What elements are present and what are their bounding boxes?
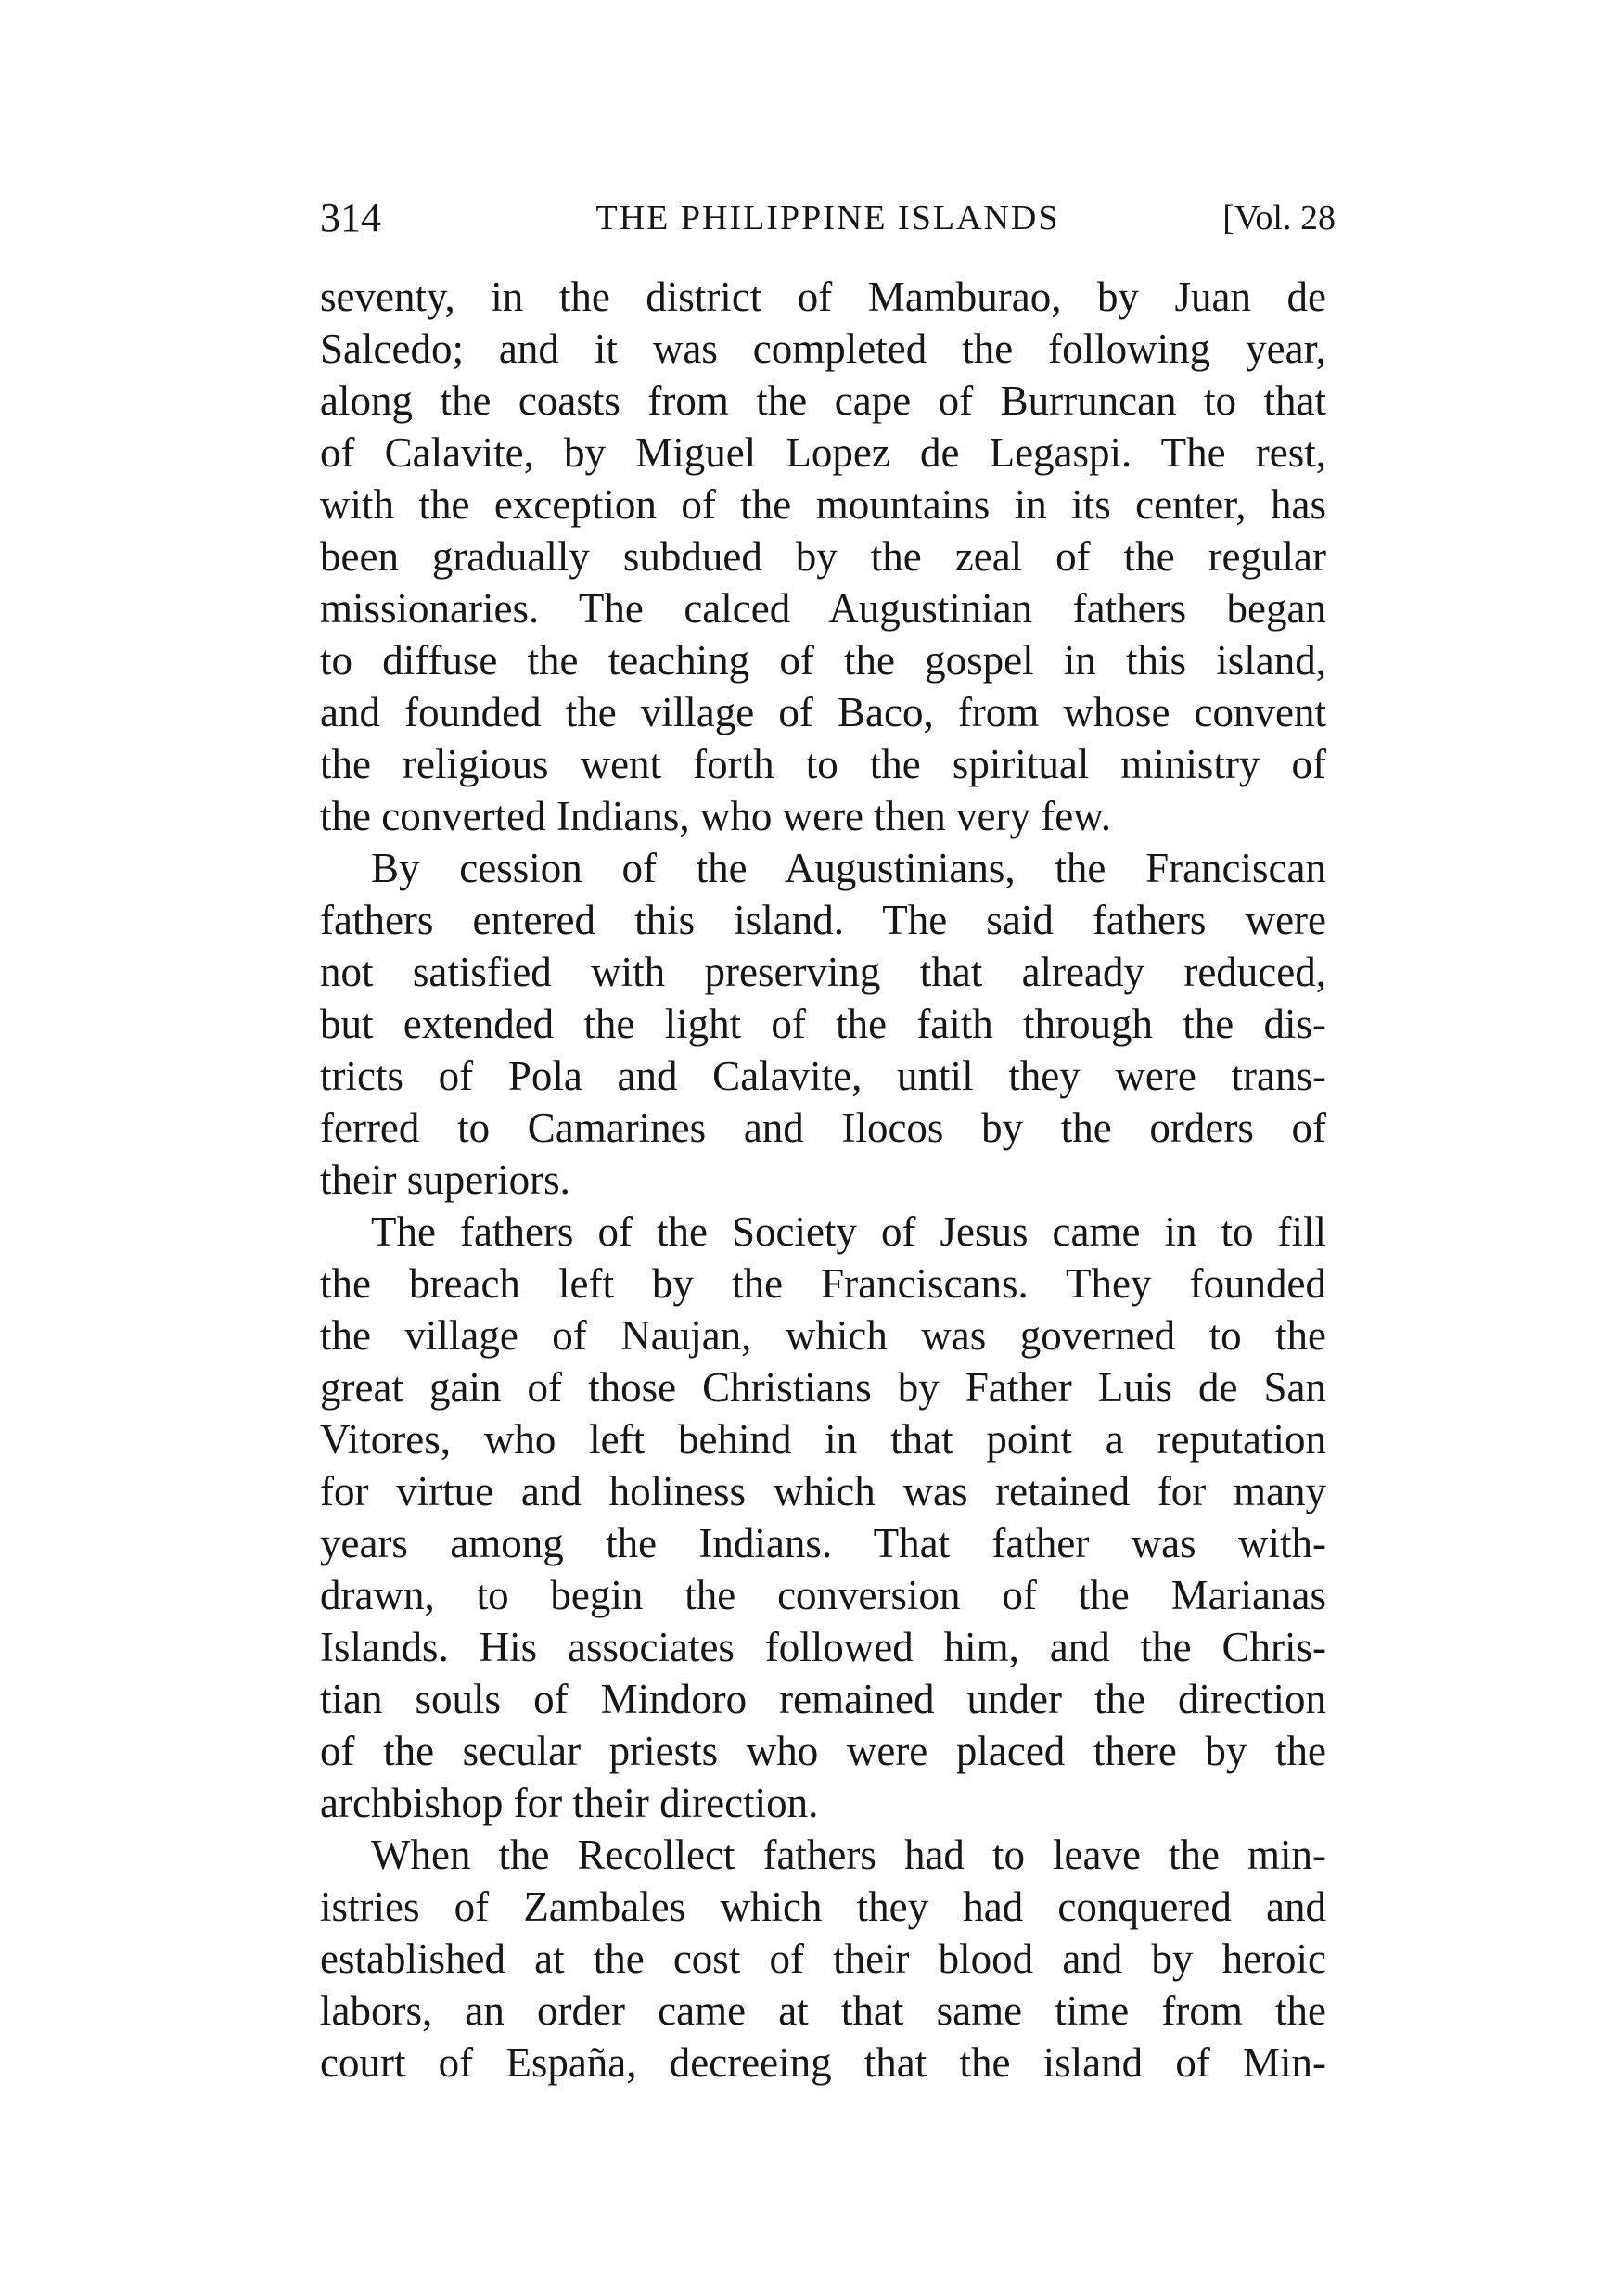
- page-number: 314: [320, 195, 381, 240]
- text-line: seventy, in the district of Mamburao, by Juan de: [320, 274, 1326, 320]
- text-line: been gradually subdued by the zeal of the regular: [320, 533, 1326, 580]
- text-line: fathers entered this island. The said fathers were: [320, 897, 1326, 943]
- text-line: archbishop for their direction.: [320, 1780, 819, 1826]
- paragraph: [320, 842, 1326, 1206]
- text-line: and founded the village of Baco, from whose convent: [320, 689, 1326, 735]
- text-line: the breach left by the Franciscans. They founded: [320, 1260, 1326, 1307]
- text-line: along the coasts from the cape of Burruncan to that: [320, 377, 1326, 424]
- text-line: drawn, to begin the conversion of the Marianas: [320, 1572, 1326, 1618]
- text-line: the religious went forth to the spiritual ministry of: [320, 741, 1326, 787]
- running-title: THE PHILIPPINE ISLANDS: [595, 198, 1060, 237]
- text-line: not satisfied with preserving that already reduced,: [320, 949, 1326, 995]
- text-line: missionaries. The calced Augustinian fathers began: [320, 585, 1326, 632]
- text-line: of Calavite, by Miguel Lopez de Legaspi. The rest,: [320, 429, 1326, 476]
- text-line: ferred to Camarines and Ilocos by the orders of: [320, 1105, 1326, 1151]
- text-line: to diffuse the teaching of the gospel in this island,: [320, 637, 1326, 684]
- text-line: great gain of those Christians by Father Luis de San: [320, 1364, 1326, 1411]
- text-line: their superiors.: [320, 1156, 570, 1203]
- text-line: tricts of Pola and Calavite, until they were trans-: [320, 1053, 1326, 1099]
- page-header: [320, 185, 1336, 250]
- paragraph: [320, 271, 1326, 842]
- paragraph: [320, 1206, 1326, 1829]
- text-line: with the exception of the mountains in its center, has: [320, 481, 1326, 528]
- text-line: The fathers of the Society of Jesus came in to fill: [371, 1208, 1326, 1255]
- text-line: By cession of the Augustinians, the Franciscan: [371, 845, 1326, 891]
- volume-marker: [Vol. 28: [1222, 198, 1336, 237]
- text-line: the converted Indians, who were then very few.: [320, 793, 1112, 839]
- body-text: [320, 271, 1326, 2089]
- text-line: years among the Indians. That father was with-: [320, 1520, 1326, 1566]
- text-line: the village of Naujan, which was governed to the: [320, 1312, 1326, 1359]
- text-line: When the Recollect fathers had to leave the min-: [371, 1832, 1326, 1878]
- text-line: istries of Zambales which they had conquered and: [320, 1884, 1326, 1930]
- text-line: tian souls of Mindoro remained under the direction: [320, 1676, 1326, 1722]
- text-line: Salcedo; and it was completed the following year,: [320, 326, 1326, 372]
- text-line: established at the cost of their blood and by heroic: [320, 1936, 1326, 1982]
- text-line: but extended the light of the faith through the dis-: [320, 1001, 1326, 1047]
- text-line: court of España, decreeing that the island of Min-: [320, 2039, 1326, 2086]
- text-line: of the secular priests who were placed there by the: [320, 1728, 1326, 1774]
- paragraph: [320, 1829, 1326, 2089]
- text-line: Islands. His associates followed him, and the Chris-: [320, 1624, 1326, 1670]
- text-line: for virtue and holiness which was retained for many: [320, 1468, 1326, 1514]
- text-line: Vitores, who left behind in that point a reputation: [320, 1416, 1326, 1463]
- text-line: labors, an order came at that same time from the: [320, 1987, 1326, 2034]
